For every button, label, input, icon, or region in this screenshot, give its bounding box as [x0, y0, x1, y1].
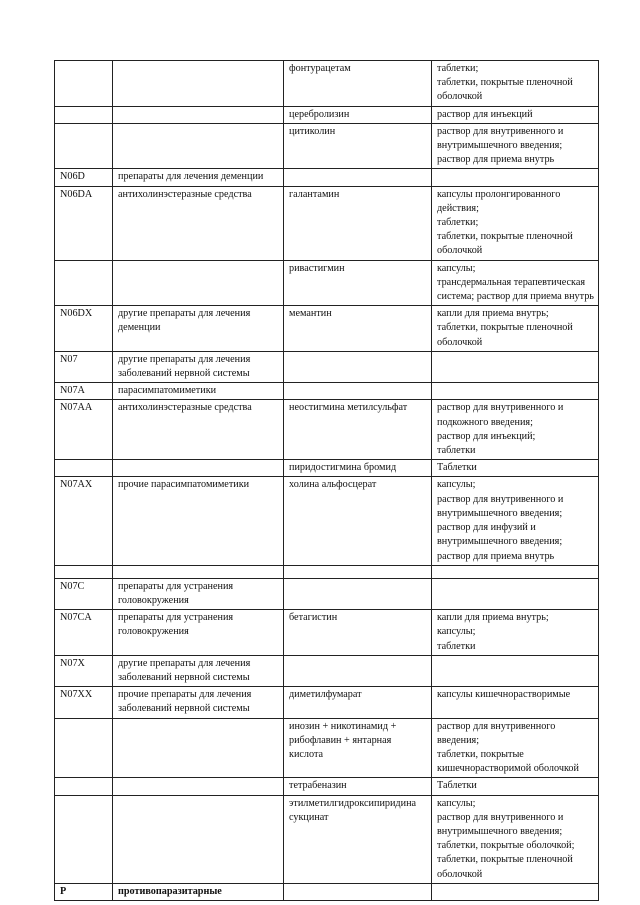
table-row [55, 306, 599, 352]
dosage-form-cell: капсулы пролонгированного действия; таблетки; таблетки, покрытые пленочной оболочкой [432, 186, 599, 260]
drug-name-cell [284, 565, 432, 578]
drug-name-cell [284, 578, 432, 609]
document-page [54, 60, 598, 901]
pharmacological-group-cell [113, 778, 284, 795]
drug-name-cell: неостигмина метилсульфат [284, 400, 432, 460]
atc-code-cell: N06DX [55, 306, 113, 352]
dosage-form-cell [432, 351, 599, 382]
table-row [55, 460, 599, 477]
table-row [55, 655, 599, 686]
atc-code-cell: N07AX [55, 477, 113, 565]
pharmacological-group-cell: прочие парасимпатомиметики [113, 477, 284, 565]
dosage-form-cell: раствор для внутривенного введения; таблетки, покрытые кишечнорастворимой оболочкой [432, 718, 599, 778]
atc-code-cell [55, 61, 113, 107]
dosage-form-cell [432, 655, 599, 686]
table-row [55, 123, 599, 169]
dosage-form-cell [432, 383, 599, 400]
dosage-form-cell: капли для приема внутрь; таблетки, покрытые пленочной оболочкой [432, 306, 599, 352]
dosage-form-cell: таблетки; таблетки, покрытые пленочной оболочкой [432, 61, 599, 107]
table-row [55, 106, 599, 123]
atc-code-cell: P [55, 883, 113, 900]
atc-code-cell [55, 565, 113, 578]
table-row [55, 778, 599, 795]
pharmacological-group-cell: парасимпатомиметики [113, 383, 284, 400]
dosage-form-cell [432, 883, 599, 900]
drug-name-cell: бетагистин [284, 610, 432, 656]
drug-name-cell: ривастигмин [284, 260, 432, 306]
pharmacological-group-cell [113, 565, 284, 578]
drug-name-cell [284, 655, 432, 686]
drug-name-cell: диметилфумарат [284, 687, 432, 718]
pharmacological-group-cell [113, 61, 284, 107]
pharmacological-group-cell: противопаразитарные [113, 883, 284, 900]
dosage-form-cell [432, 169, 599, 186]
drug-name-cell: цитиколин [284, 123, 432, 169]
table-row [55, 883, 599, 900]
atc-code-cell: N07C [55, 578, 113, 609]
table-row [55, 578, 599, 609]
pharmacological-group-cell [113, 460, 284, 477]
drug-name-cell: тетрабеназин [284, 778, 432, 795]
table-row [55, 400, 599, 460]
table-body [55, 61, 599, 901]
atc-code-cell: N07 [55, 351, 113, 382]
pharmacological-group-cell: антихолинэстеразные средства [113, 186, 284, 260]
dosage-form-cell: капсулы кишечнорастворимые [432, 687, 599, 718]
atc-code-cell [55, 460, 113, 477]
table-row [55, 718, 599, 778]
dosage-form-cell: Таблетки [432, 778, 599, 795]
pharmacological-group-cell: антихолинэстеразные средства [113, 400, 284, 460]
atc-code-cell [55, 123, 113, 169]
dosage-form-cell: Таблетки [432, 460, 599, 477]
table-row [55, 383, 599, 400]
table-row [55, 169, 599, 186]
dosage-form-cell [432, 578, 599, 609]
dosage-form-cell: капсулы; раствор для внутривенного и внутримышечного введения; таблетки, покрытые оболочкой; таблетки, покрытые пленочной оболочкой [432, 795, 599, 883]
atc-code-cell [55, 795, 113, 883]
pharmacological-group-cell: другие препараты для лечения заболеваний нервной системы [113, 351, 284, 382]
drug-name-cell: пиридостигмина бромид [284, 460, 432, 477]
table-row [55, 687, 599, 718]
pharmacological-group-cell [113, 718, 284, 778]
table-row [55, 610, 599, 656]
pharmacological-group-cell: другие препараты для лечения заболеваний нервной системы [113, 655, 284, 686]
dosage-form-cell: капли для приема внутрь; капсулы; таблетки [432, 610, 599, 656]
table-row [55, 477, 599, 565]
atc-code-cell: N06DA [55, 186, 113, 260]
drug-name-cell [284, 383, 432, 400]
drug-name-cell: галантамин [284, 186, 432, 260]
pharmacological-group-cell: прочие препараты для лечения заболеваний нервной системы [113, 687, 284, 718]
drug-name-cell: церебролизин [284, 106, 432, 123]
dosage-form-cell: раствор для внутривенного и подкожного введения; раствор для инъекций; таблетки [432, 400, 599, 460]
drug-name-cell: этилметилгидроксипиридина сукцинат [284, 795, 432, 883]
dosage-form-cell: капсулы; раствор для внутривенного и внутримышечного введения; раствор для инфузий и внутримышечного введения; раствор для приема внутрь [432, 477, 599, 565]
drug-name-cell [284, 169, 432, 186]
atc-code-cell: N07A [55, 383, 113, 400]
atc-code-cell: N07CA [55, 610, 113, 656]
dosage-form-cell: капсулы; трансдермальная терапевтическая система; раствор для приема внутрь [432, 260, 599, 306]
pharmacological-group-cell [113, 260, 284, 306]
pharmacological-group-cell: препараты для устранения головокружения [113, 578, 284, 609]
table-row [55, 795, 599, 883]
table-row [55, 351, 599, 382]
medication-table [54, 60, 599, 901]
table-row [55, 260, 599, 306]
pharmacological-group-cell: препараты для устранения головокружения [113, 610, 284, 656]
drug-name-cell: фонтурацетам [284, 61, 432, 107]
atc-code-cell [55, 718, 113, 778]
pharmacological-group-cell [113, 795, 284, 883]
table-row [55, 565, 599, 578]
table-row [55, 61, 599, 107]
dosage-form-cell [432, 565, 599, 578]
drug-name-cell: мемантин [284, 306, 432, 352]
dosage-form-cell: раствор для инъекций [432, 106, 599, 123]
drug-name-cell [284, 351, 432, 382]
drug-name-cell [284, 883, 432, 900]
pharmacological-group-cell: другие препараты для лечения деменции [113, 306, 284, 352]
atc-code-cell [55, 778, 113, 795]
dosage-form-cell: раствор для внутривенного и внутримышечного введения; раствор для приема внутрь [432, 123, 599, 169]
drug-name-cell: холина альфосцерат [284, 477, 432, 565]
pharmacological-group-cell [113, 106, 284, 123]
atc-code-cell [55, 260, 113, 306]
table-row [55, 186, 599, 260]
atc-code-cell [55, 106, 113, 123]
drug-name-cell: инозин + никотинамид + рибофлавин + янтарная кислота [284, 718, 432, 778]
pharmacological-group-cell: препараты для лечения деменции [113, 169, 284, 186]
atc-code-cell: N07X [55, 655, 113, 686]
pharmacological-group-cell [113, 123, 284, 169]
atc-code-cell: N06D [55, 169, 113, 186]
atc-code-cell: N07XX [55, 687, 113, 718]
atc-code-cell: N07AA [55, 400, 113, 460]
